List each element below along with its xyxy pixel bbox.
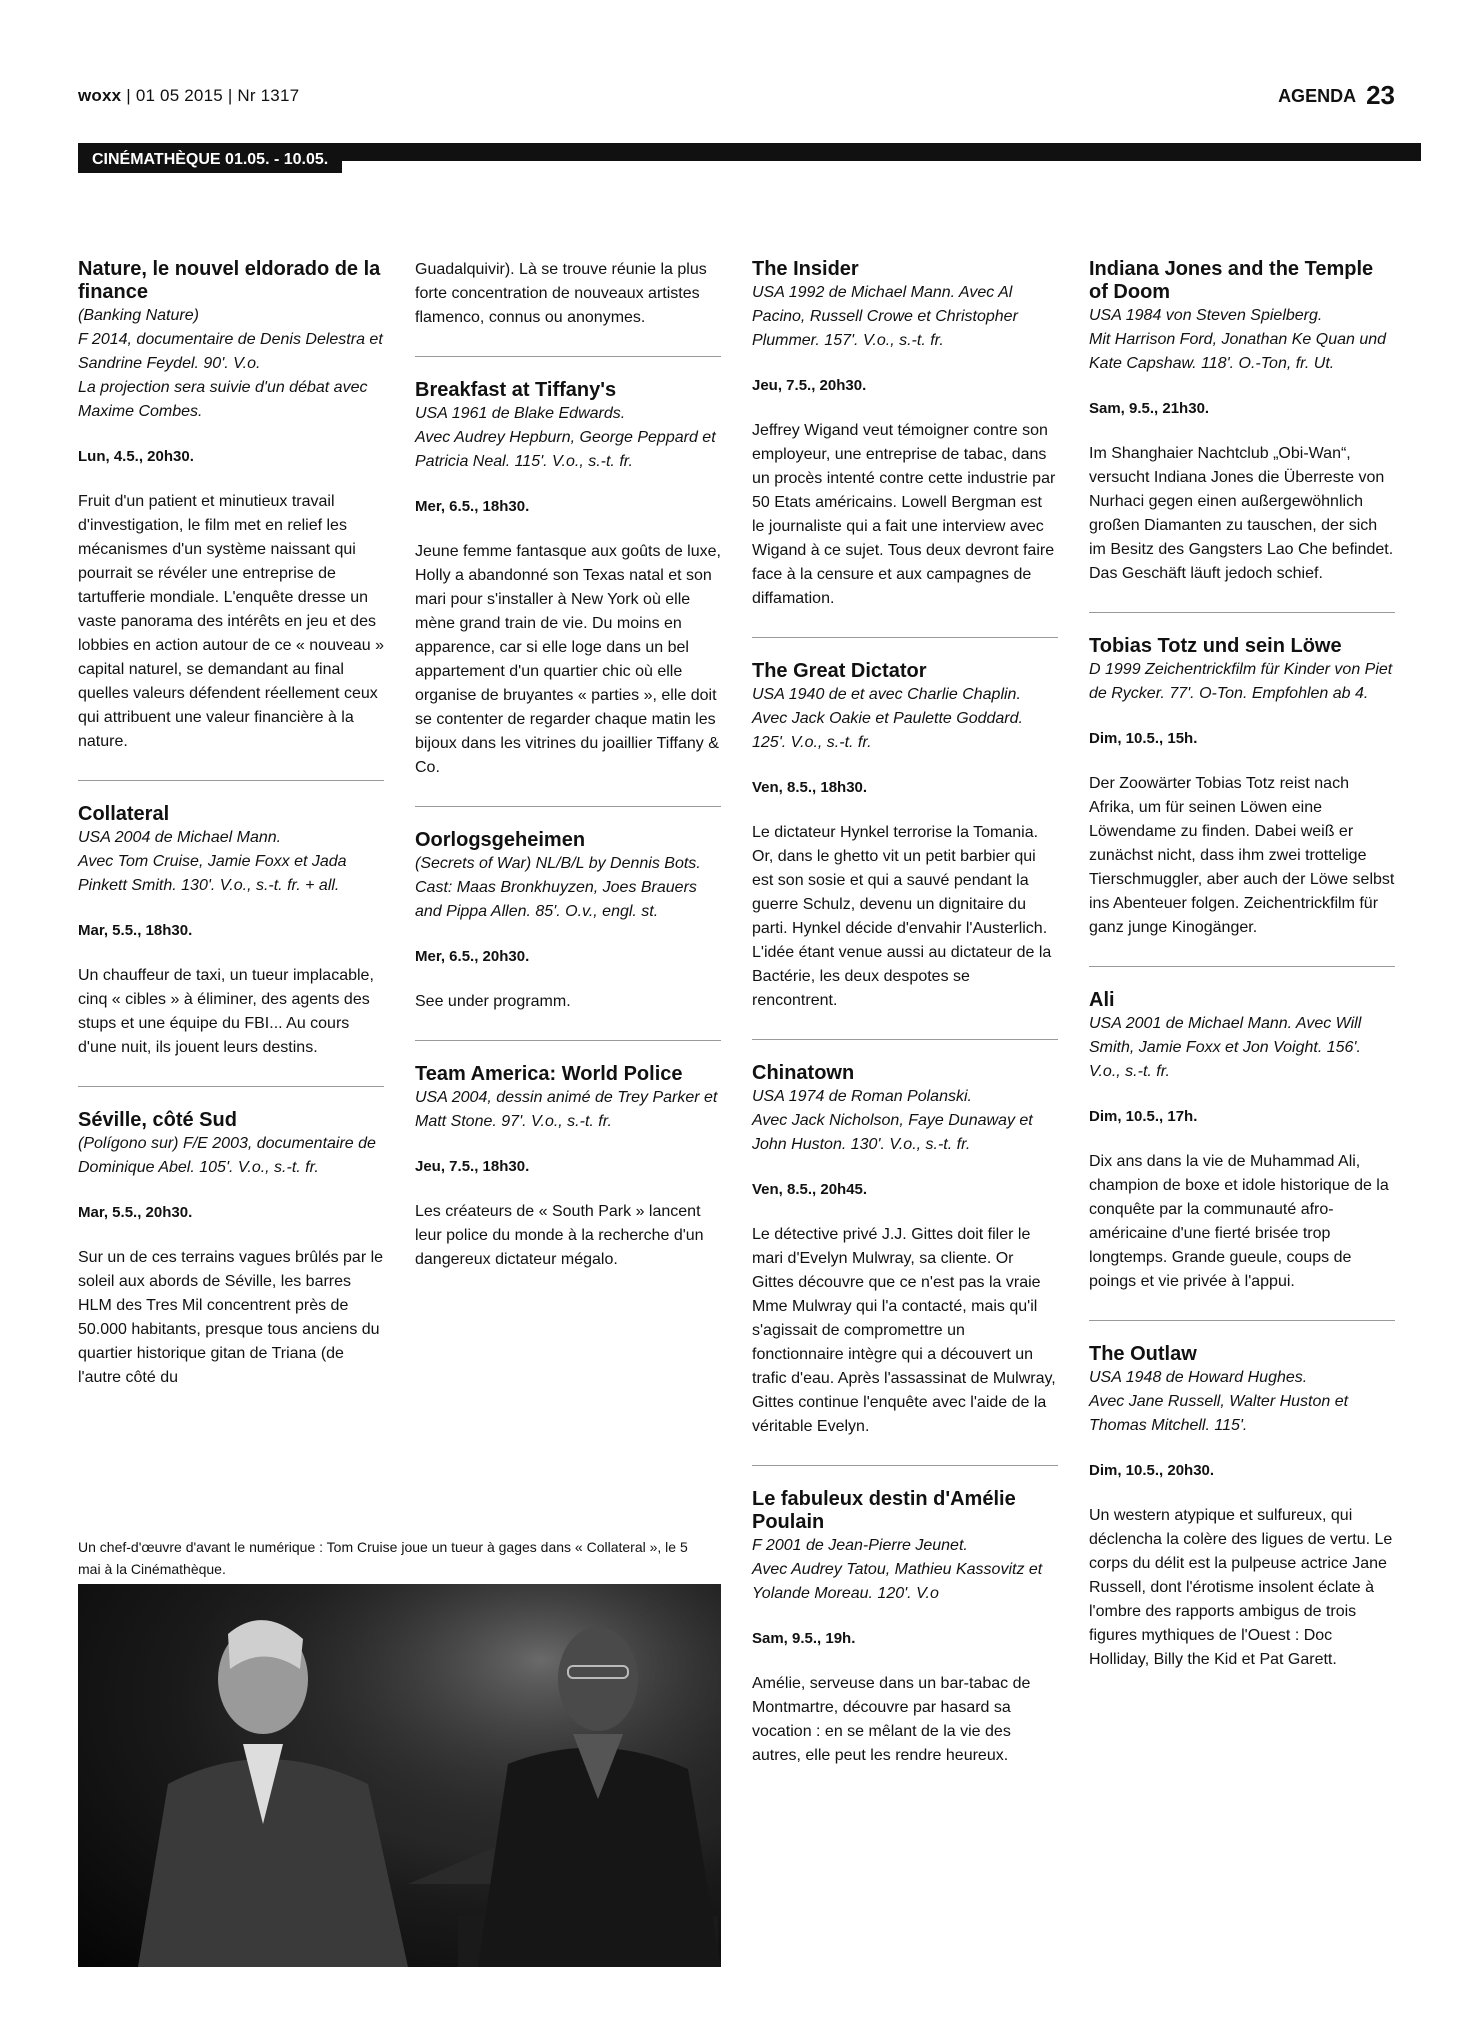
divider xyxy=(752,637,1058,638)
film-entry xyxy=(1089,1343,1395,1672)
film-description: Jeune femme fantasque aux goûts de luxe, Holly a abandonné son Texas natal et son mari pour s'installer à New York où elle mène grand train de vie. Du moins en apparence, car si elle loge dans un bel appartement d'un quartier chic où elle organise de bruyantes « parties », elle doit se contenter de regarder chaque matin les bijoux dans les vitrines du joaillier Tiffany & Co. xyxy=(415,543,721,776)
film-description: Les créateurs de « South Park » lancent leur police du monde à la recherche d'un dangereux dictateur mégalo. xyxy=(415,1203,704,1268)
film-entry xyxy=(78,1109,384,1390)
screening-time: Dim, 10.5., 17h. xyxy=(1089,1108,1198,1125)
screening-time: Jeu, 7.5., 20h30. xyxy=(752,377,867,394)
page-header-info: woxx | 01 05 2015 | Nr 1317 xyxy=(78,86,300,105)
film-entry xyxy=(752,1488,1058,1768)
divider xyxy=(1089,966,1395,967)
film-meta: USA 1948 de Howard Hughes. Avec Jane Russell, Walter Huston et Thomas Mitchell. 115'. xyxy=(1089,1369,1349,1434)
film-meta: USA 1961 de Blake Edwards. Avec Audrey Hepburn, George Peppard et Patricia Neal. 115'. V.o., s.-t. fr. xyxy=(415,405,716,470)
film-description: Un western atypique et sulfureux, qui déclencha la colère des ligues de vertu. Le corps du délit est la pulpeuse actrice Jane Russell, dont l'érotisme insolent éclate à l'ombre des rapports ambigus de trois figures mythiques de l'Ouest : Doc Holliday, Billy the Kid et Pat Garett. xyxy=(1089,1507,1393,1668)
film-description: Jeffrey Wigand veut témoigner contre son employeur, une entreprise de tabac, dans un procès intenté contre cette industrie par 50 Etats américains. Lowell Bergman est le journaliste qui a fait une interview avec Wigand à ce sujet. Tous deux devront faire face à la censure et aux campagnes de diffamation. xyxy=(752,422,1056,607)
film-description: Le détective privé J.J. Gittes doit filer le mari d'Evelyn Mulwray, sa cliente. Or Gittes découvre que ce n'est pas la vraie Mme Mulwray qui l'a contacté, mais qu'il s'agissait de compromettre un fonctionnaire intègre qui a découvert un trafic d'eau. Après l'assassinat de Mulwray, Gittes continue l'enquête avec l'aide de la véritable Evelyn. xyxy=(752,1226,1056,1435)
film-description: See under programm. xyxy=(415,993,571,1010)
film-entry xyxy=(1089,635,1395,940)
film-description: Le dictateur Hynkel terrorise la Tomania. Or, dans le ghetto vit un petit barbier qui est son sosie et qui a sauvé pendant la guerre Schulz, devenu un dignitaire du parti. Hynkel décide d'envahir l'Austerlich. L'idée étant venue aussi au dictateur de la Bactérie, les deux despotes se rencontrent. xyxy=(752,824,1052,1009)
film-meta: (Banking Nature) F 2014, documentaire de Denis Delestra et Sandrine Feydel. 90'. V.o. La projection sera suivie d'un débat avec Maxime Combes. xyxy=(78,307,383,420)
divider xyxy=(1089,612,1395,613)
film-entry xyxy=(78,258,384,754)
divider xyxy=(752,1039,1058,1040)
film-entry xyxy=(415,829,721,1014)
film-title: Le fabuleux destin d'Amélie Poulain xyxy=(752,1488,1016,1533)
film-meta: F 2001 de Jean-Pierre Jeunet. Avec Audrey Tatou, Mathieu Kassovitz et Yolande Moreau. 120'. V.o xyxy=(752,1537,1043,1602)
screening-time: Ven, 8.5., 18h30. xyxy=(752,779,868,796)
column-3 xyxy=(752,258,1058,1794)
film-title: Breakfast at Tiffany's xyxy=(415,379,617,401)
film-title: Tobias Totz und sein Löwe xyxy=(1089,635,1342,657)
divider xyxy=(752,1465,1058,1466)
film-entry xyxy=(752,258,1058,611)
film-title: Séville, côté Sud xyxy=(78,1109,237,1131)
film-title: Collateral xyxy=(78,803,170,825)
film-entry xyxy=(1089,258,1395,586)
photo-caption: Un chef-d'œuvre d'avant le numérique : Tom Cruise joue un tueur à gages dans « Collateral », le 5 mai à la Cinémathèque. xyxy=(78,1539,688,1577)
film-meta: USA 1940 de et avec Charlie Chaplin. Avec Jack Oakie et Paulette Goddard. 125'. V.o., s.-t. fr. xyxy=(752,686,1023,751)
film-description: Un chauffeur de taxi, un tueur implacable, cinq « cibles » à éliminer, des agents des stups et une équipe du FBI... Au cours d'une nuit, ils jouent leurs destins. xyxy=(78,967,374,1056)
film-meta: (Secrets of War) NL/B/L by Dennis Bots. Cast: Maas Bronkhuyzen, Joes Brauers and Pippa Allen. 85'. O.v., engl. st. xyxy=(415,855,701,920)
film-meta: USA 1992 de Michael Mann. Avec Al Pacino, Russell Crowe et Christopher Plummer. 157'. V.o., s.-t. fr. xyxy=(752,284,1018,349)
film-title: Nature, le nouvel eldorado de la finance xyxy=(78,258,381,303)
film-still-photo xyxy=(78,1584,721,1967)
film-title: The Outlaw xyxy=(1089,1343,1197,1365)
film-title: Chinatown xyxy=(752,1062,855,1084)
film-meta: USA 1974 de Roman Polanski. Avec Jack Nicholson, Faye Dunaway et John Huston. 130'. V.o., s.-t. fr. xyxy=(752,1088,1033,1153)
film-title: The Great Dictator xyxy=(752,660,927,682)
screening-time: Ven, 8.5., 20h45. xyxy=(752,1181,868,1198)
film-description: Sur un de ces terrains vagues brûlés par le soleil aux abords de Séville, les barres HLM des Tres Mil concentrent près de 50.000 habitants, presque tous anciens du quartier historique gitan de Triana (de l'autre côté du xyxy=(78,1249,384,1386)
film-entry xyxy=(415,1063,721,1272)
column-2 xyxy=(415,258,721,1298)
issue-date: 01 05 2015 xyxy=(135,86,223,105)
film-meta: USA 1984 von Steven Spielberg. Mit Harrison Ford, Jonathan Ke Quan und Kate Capshaw. 118'. O.-Ton, fr. Ut. xyxy=(1089,307,1387,372)
film-title: The Insider xyxy=(752,258,859,280)
publication-name: woxx xyxy=(78,86,122,105)
film-title: Ali xyxy=(1089,989,1115,1011)
film-meta: D 1999 Zeichentrickfilm für Kinder von Piet de Rycker. 77'. O-Ton. Empfohlen ab 4. xyxy=(1089,661,1393,702)
film-entry xyxy=(415,379,721,780)
section-name: AGENDA xyxy=(1278,86,1357,106)
film-description: Fruit d'un patient et minutieux travail d'investigation, le film met en relief les mécanismes d'un système naissant qui pourrait se révéler une entreprise de tartufferie mondiale. L'enquête dresse un vaste panorama des intérêts en jeu et des lobbies en action autour de ce « nouveau » capital naturel, se demandant au final quelles valeurs défendent réellement ceux qui attribuent une valeur financière à la nature. xyxy=(78,493,385,750)
issue-number: Nr 1317 xyxy=(237,86,300,105)
section-label: CINÉMATHÈQUE 01.05. - 10.05. xyxy=(78,147,342,173)
divider xyxy=(415,1040,721,1041)
divider xyxy=(78,780,384,781)
left-figure-suit xyxy=(138,1759,408,1967)
continued-text: Guadalquivir). Là se trouve réunie la plus forte concentration de nouveaux artistes flamenco, connus ou anonymes. xyxy=(415,261,707,326)
screening-time: Mer, 6.5., 18h30. xyxy=(415,498,530,515)
film-entry xyxy=(78,803,384,1060)
divider xyxy=(415,356,721,357)
column-4 xyxy=(1089,258,1395,1698)
screening-time: Sam, 9.5., 21h30. xyxy=(1089,400,1210,417)
film-title: Team America: World Police xyxy=(415,1063,683,1085)
divider xyxy=(1089,1320,1395,1321)
film-description: Amélie, serveuse dans un bar-tabac de Montmartre, découvre par hasard sa vocation : en se mêlant de la vie des autres, elle peut les rendre heureux. xyxy=(752,1675,1031,1764)
film-meta: USA 2004 de Michael Mann. Avec Tom Cruise, Jamie Foxx et Jada Pinkett Smith. 130'. V.o., s.-t. fr. + all. xyxy=(78,829,347,894)
film-title: Oorlogsgeheimen xyxy=(415,829,586,851)
screening-time: Dim, 10.5., 20h30. xyxy=(1089,1462,1215,1479)
screening-time: Sam, 9.5., 19h. xyxy=(752,1630,856,1647)
film-meta: (Polígono sur) F/E 2003, documentaire de Dominique Abel. 105'. V.o., s.-t. fr. xyxy=(78,1135,376,1176)
screening-time: Mar, 5.5., 18h30. xyxy=(78,922,193,939)
screening-time: Dim, 10.5., 15h. xyxy=(1089,730,1198,747)
film-description: Im Shanghaier Nachtclub „Obi-Wan“, versucht Indiana Jones die Überreste von Nurhaci gegen einen außergewöhnlich großen Diamanten zu tauschen, der sich im Besitz des Gangsters Lao Che befindet. Das Geschäft läuft jedoch schief. xyxy=(1089,445,1394,582)
column-1 xyxy=(78,258,384,1416)
screening-time: Mer, 6.5., 20h30. xyxy=(415,948,530,965)
film-entry xyxy=(752,660,1058,1013)
film-description: Dix ans dans la vie de Muhammad Ali, champion de boxe et idole historique de la conquête par la communauté afro-américaine d'une fierté brisée trop longtemps. Grande gueule, coups de poings et vie privée à l'appui. xyxy=(1089,1153,1389,1290)
film-meta: USA 2004, dessin animé de Trey Parker et Matt Stone. 97'. V.o., s.-t. fr. xyxy=(415,1089,718,1130)
screening-time: Lun, 4.5., 20h30. xyxy=(78,448,194,465)
film-meta: USA 2001 de Michael Mann. Avec Will Smith, Jamie Foxx et Jon Voight. 156'. V.o., s.-t. fr. xyxy=(1089,1015,1362,1080)
film-entry xyxy=(752,1062,1058,1439)
screening-time: Mar, 5.5., 20h30. xyxy=(78,1204,193,1221)
divider xyxy=(78,1086,384,1087)
page-section-header xyxy=(1278,80,1395,111)
divider xyxy=(415,806,721,807)
page-number: 23 xyxy=(1366,80,1395,110)
screening-time: Jeu, 7.5., 18h30. xyxy=(415,1158,530,1175)
film-description: Der Zoowärter Tobias Totz reist nach Afrika, um für seinen Löwen eine Löwendame zu finden. Dabei weiß er zunächst nicht, dass ihm zwei trottelige Tierschmuggler, aber auch der Löwe selbst ins Abenteuer folgen. Zeichentrickfilm für ganz junge Kinogänger. xyxy=(1089,775,1395,936)
film-title: Indiana Jones and the Temple of Doom xyxy=(1089,258,1374,303)
film-still-illustration xyxy=(78,1584,721,1967)
film-entry xyxy=(1089,989,1395,1294)
